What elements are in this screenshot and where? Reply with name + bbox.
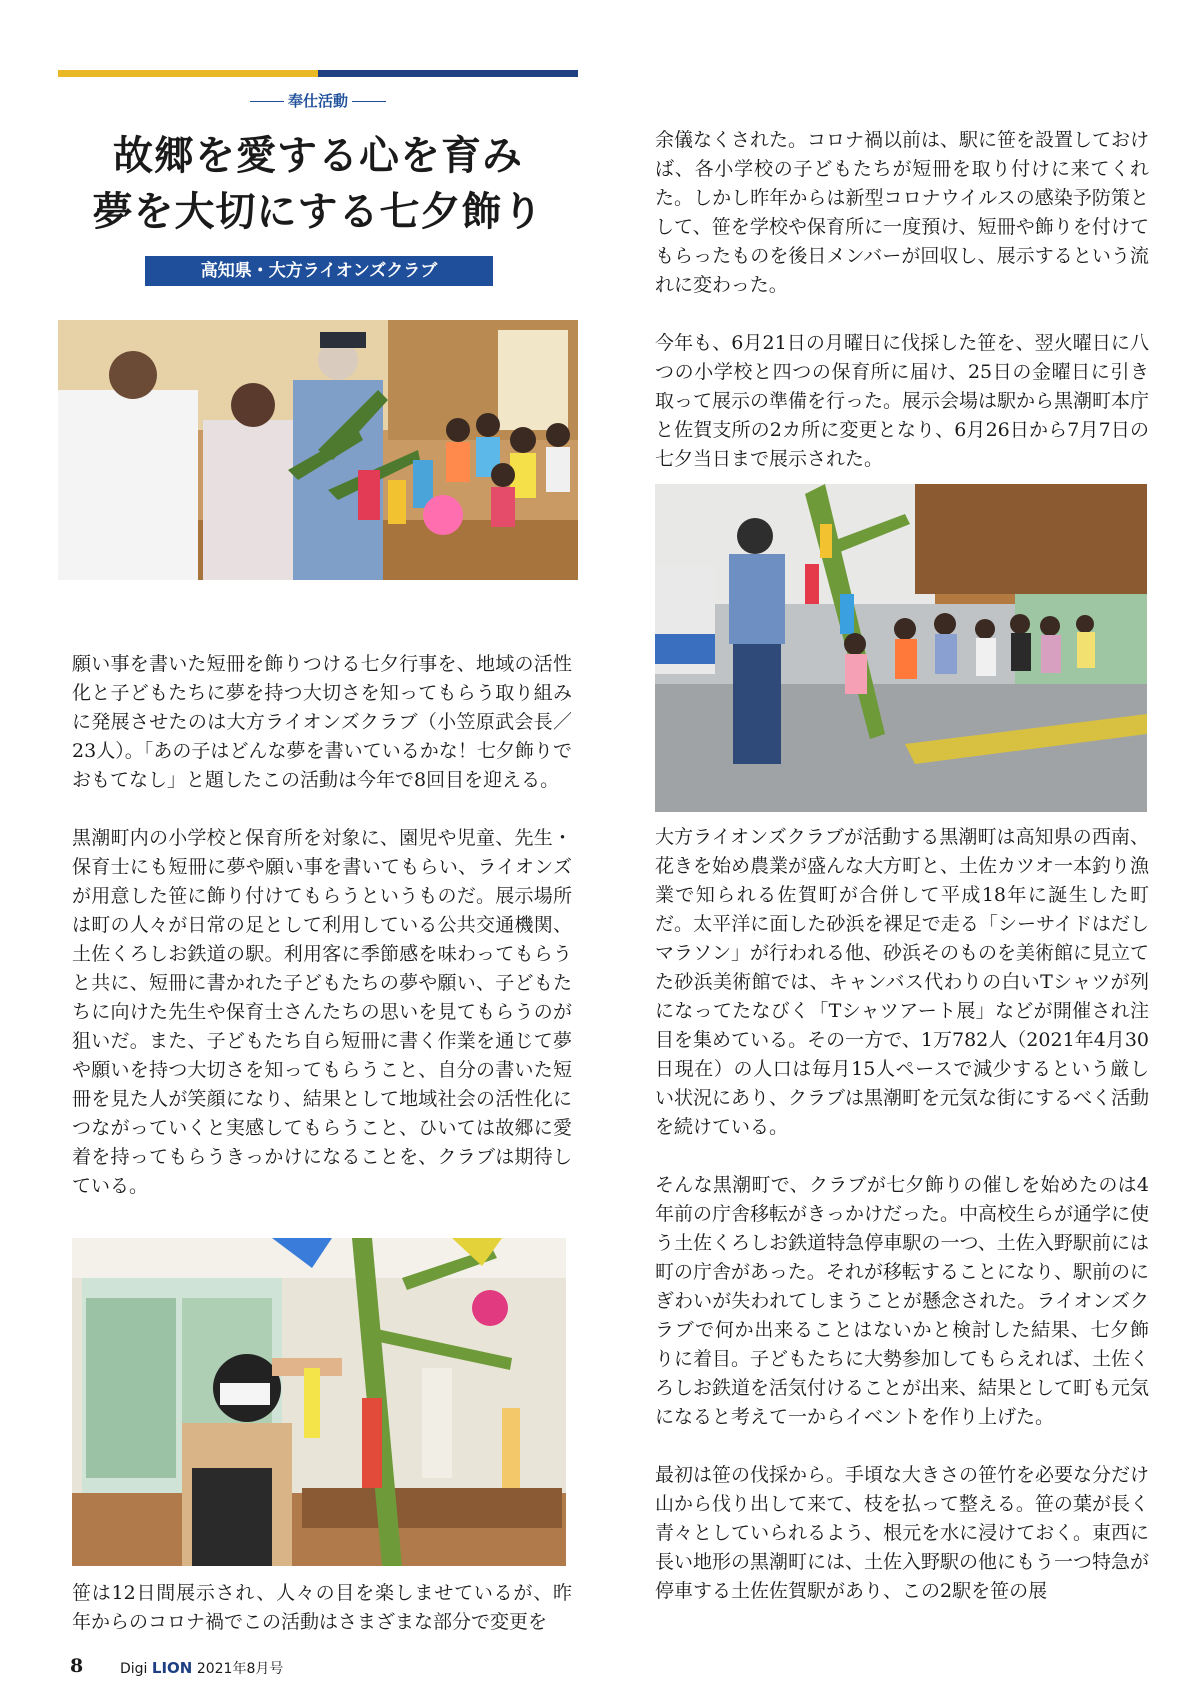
magazine-footer [120,1658,283,1678]
header-color-bar [58,70,578,77]
magazine-issue: 2021年8月号 [196,1661,284,1677]
headline-line-1: 故郷を愛する心を育み [113,132,523,179]
section-category [58,90,578,111]
article-text-column2-top: 余儀なくされた。コロナ禍以前は、駅に笹を設置しておけば、各小学校の子どもたちが短冊を取り付けに来てくれた。しかし昨年からは新型コロナウイルスの感染予防策として、笹を学校や保育所に一度預け、短冊や飾りを付けてもらったものを後日メンバーが回収し、展示するという流れに変わった。 今年も、6月21日の月曜日に伐採した笹を、翌火曜日に八つの小学校と四つの保育所に届け、25日の金曜日に引き取って展示の準備を行った。展示会場は駅から黒潮町本庁と佐賀支所の2カ所に変更となり、6月26日から7月7日の七夕当日まで展示された。 [655,129,1150,470]
club-name-badge: 高知県・大方ライオンズクラブ [145,256,493,286]
article-headline [58,128,578,240]
article-text-column2-bottom: 大方ライオンズクラブが活動する黒潮町は高知県の西南、花きを始め農業が盛んな大方町と、土佐カツオ一本釣り漁業で知られる佐賀町が合併して平成18年に誕生した町だ。太平洋に面した砂浜を裸足で走る「シーサイドはだしマラソン」が行われる他、砂浜そのものを美術館に見立てた砂浜美術館では、キャンバス代わりの白いTシャツが列になってたなびく「Tシャツアート展」などが開催され注目を集めている。その一方で、1万782人（2021年4月30日現在）の人口は毎月15人ペースで減少するという厳しい状況にあり、クラブは黒潮町を元気な街にするべく活動を続けている。 そんな黒潮町で、クラブが七夕飾りの催しを始めたのは4年前の庁舎移転がきっかけだった。中高校生らが通学に使う土佐くろしお鉄道特急停車駅の一つ、土佐入野駅前には町の庁舎があった。それが移転することになり、駅前のにぎわいが失われてしまうことが懸念された。ライオンズクラブで何か出来ることはないかと検討した結果、七夕飾りに着目。子どもたちに大勢参加してもらえれば、土佐くろしお鉄道を活気付けることが出来、結果として町も元気になると考えて一からイベントを作り上げた。 最初は笹の伐採から。手頃な大きさの笹竹を必要な分だけ山から伐り出して来て、枝を払って整える。笹の葉が長く青々としていられるよう、根元を水に浸けておく。東西に長い地形の黒潮町には、土佐入野駅の他にもう一つ特急が停車する土佐佐賀駅があり、この2駅を笹の展 [655,826,1150,1602]
magazine-brand: LION [151,1659,193,1677]
student-hanging-tanzaku-photo [72,1238,566,1566]
children-decorating-bamboo-photo [58,320,578,580]
header-bar-navy [318,70,578,77]
article-text-column1-bottom: 笹は12日間展示され、人々の目を楽しませているが、昨年からのコロナ禍でこの活動はさまざまな部分で変更を [72,1582,572,1633]
category-rule-right [352,101,386,102]
category-label: 奉仕活動 [287,92,348,110]
headline-line-2: 夢を大切にする七夕飾り [92,188,544,235]
category-rule-left [250,101,284,102]
header-bar-yellow [58,70,318,77]
magazine-prefix: Digi [120,1661,148,1677]
article-text-column1-top: 願い事を書いた短冊を飾りつける七夕行事を、地域の活性化と子どもたちに夢を持つ大切さを知ってもらう取り組みに発展させたのは大方ライオンズクラブ（小笠原武会長／23人）。「あの子はどんな夢を書いているかな！七夕飾りでおもてなし」と題したこの活動は今年で8回目を迎える。 黒潮町内の小学校と保育所を対象に、園児や児童、先生・保育士にも短冊に夢や願い事を書いてもらい、ライオンズが用意した笹に飾り付けてもらうというものだ。展示場所は町の人々が日常の足として利用している公共交通機関、土佐くろしお鉄道の駅。利用客に季節感を味わってもらうと共に、短冊に書かれた子どもたちの夢や願い、子どもたちに向けた先生や保育士さんたちの思いを見てもらうのが狙いだ。また、子どもたち自ら短冊に書く作業を通じて夢や願いを持つ大切さを知ってもらうこと、自分の書いた短冊を見た人が笑顔になり、結果として地域社会の活性化につながっていくと実感してもらうこと、ひいては故郷に愛着を持ってもらうきっかけになることを、クラブは期待している。 [72,653,572,1197]
carrying-bamboo-to-station-photo [655,484,1147,812]
page-number: 8 [70,1655,84,1677]
